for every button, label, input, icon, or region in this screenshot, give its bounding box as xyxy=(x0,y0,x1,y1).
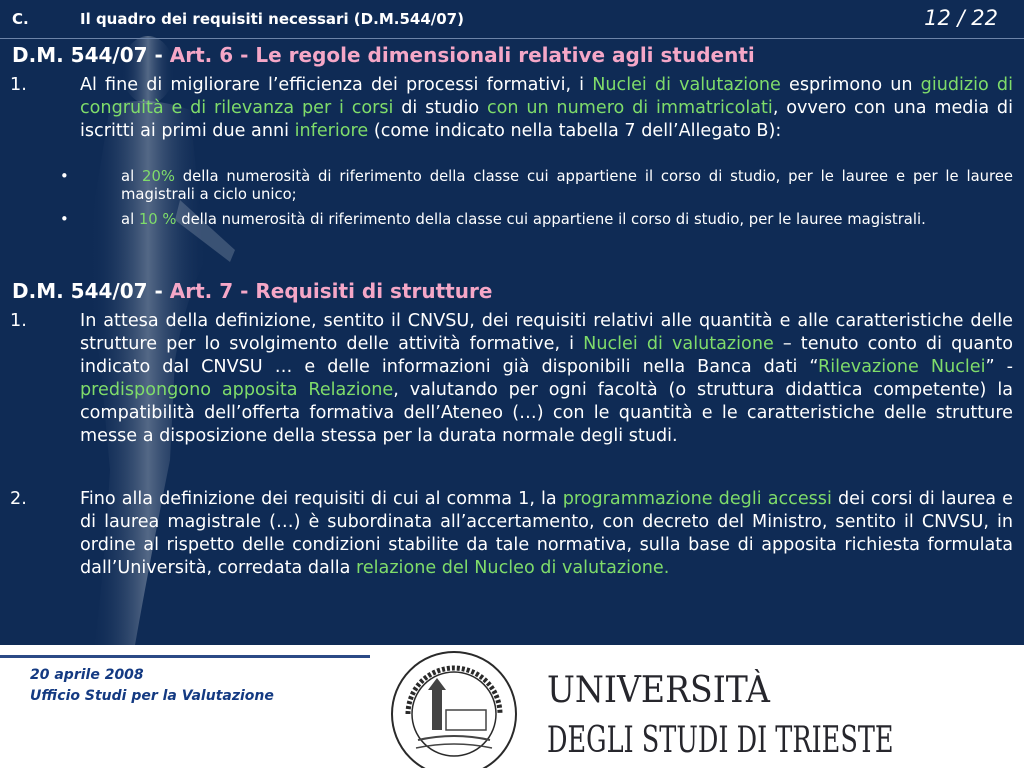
bullet-item-10-percent xyxy=(60,211,1013,229)
bullet-text: al 10 % della numerosità di riferimento della classe cui appartiene il corso di studio, per le lauree magistrali. xyxy=(121,211,926,228)
list-item-art7-2 xyxy=(10,488,1013,580)
heading-article-6 xyxy=(12,43,755,67)
bullet-dot: • xyxy=(60,168,69,185)
list-item-art7-1 xyxy=(10,310,1013,448)
section-letter: C. xyxy=(12,10,29,28)
university-name-line1: UNIVERSITÀ xyxy=(547,670,770,711)
bullet-dot: • xyxy=(60,211,69,228)
page-number: 12 / 22 xyxy=(924,6,998,30)
bullet-item-20-percent xyxy=(60,168,1013,204)
university-name-line2: DEGLI STUDI DI TRIESTE xyxy=(547,720,894,761)
item-number: 2. xyxy=(10,489,27,509)
title-bar xyxy=(0,0,1024,39)
bullet-text: al 20% della numerosità di riferimento della classe cui appartiene il corso di studio, per le lauree e per le lauree magistrali a ciclo unico; xyxy=(121,168,1013,203)
item-number: 1. xyxy=(10,311,27,331)
footer-date: 20 aprile 2008 xyxy=(30,667,144,683)
heading-article-title: Art. 6 - Le regole dimensionali relative agli studenti xyxy=(169,43,755,67)
university-seal-logo xyxy=(388,648,520,768)
heading-article-7 xyxy=(12,279,492,303)
heading-prefix: D.M. 544/07 - xyxy=(12,279,170,303)
item-number: 1. xyxy=(10,75,27,95)
item-text: In attesa della definizione, sentito il CNVSU, dei requisiti relativi alle quantità e alle caratteristiche delle strutture per lo svolgimento delle attività formative, i Nuclei di valutazione – tenuto conto di quanto indicato dal CNVSU … e delle informazioni già disponibili nella Banca dati “Rilevazione Nuclei” - predispongono apposita Relazione, valutando per ogni facoltà (o struttura didattica competente) la compatibilità dell’offerta formativa dell’Ateneo (…) con le quantità e le caratteristiche delle strutture messe a disposizione della stessa per la durata normale degli studi. xyxy=(80,311,1014,446)
section-title: Il quadro dei requisiti necessari (D.M.544/07) xyxy=(80,10,464,28)
footer-divider xyxy=(0,655,370,658)
heading-article-title: Art. 7 - Requisiti di strutture xyxy=(169,279,493,303)
list-item-art6-1 xyxy=(10,74,1013,143)
footer-office: Ufficio Studi per la Valutazione xyxy=(30,688,274,704)
heading-prefix: D.M. 544/07 - xyxy=(12,43,170,67)
item-text: Fino alla definizione dei requisiti di cui al comma 1, la programmazione degli accessi dei corsi di laurea e di laurea magistrale (…) è subordinata all’accertamento, con decreto del Ministro, sentito il CNVSU, in ordine al rispetto delle condizioni stabilite da tale normativa, sulla base di apposita richiesta formulata dall’Università, corredata dalla relazione del Nucleo di valutazione. xyxy=(80,489,1013,578)
item-text: Al fine di migliorare l’efficienza dei processi formativi, i Nuclei di valutazione esprimono un giudizio di congruità e di rilevanza per i corsi di studio con un numero di immatricolati, ovvero con una media di iscritti ai primi due anni inferiore (come indicato nella tabella 7 dell’Allegato B): xyxy=(80,75,1013,141)
